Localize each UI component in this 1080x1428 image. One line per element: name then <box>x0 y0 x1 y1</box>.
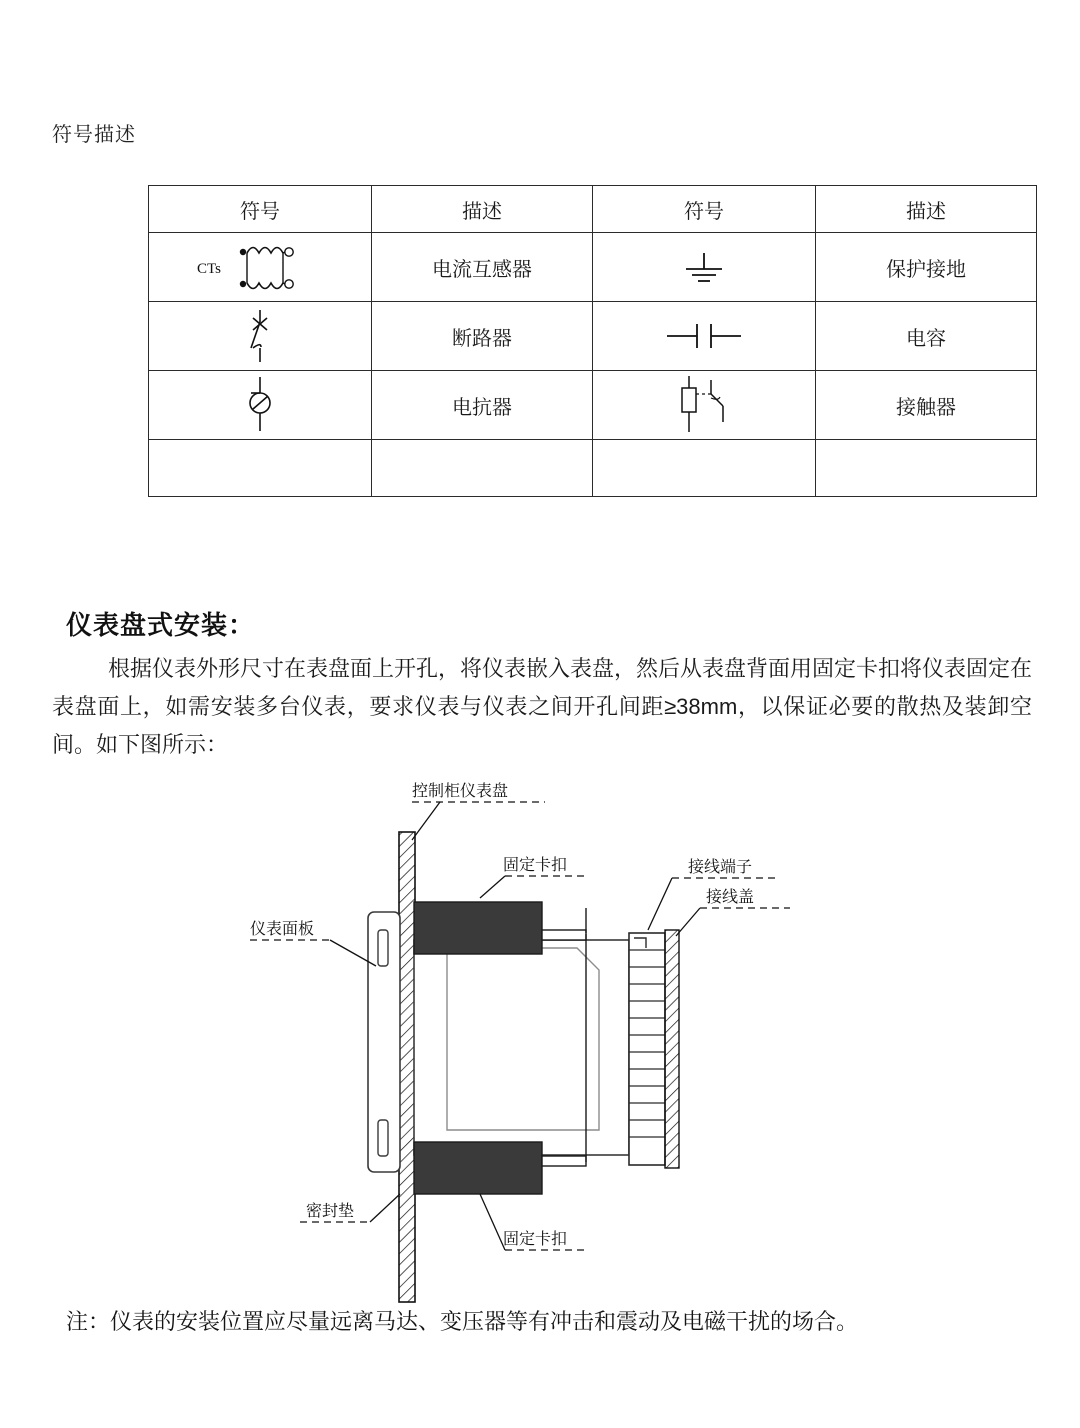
description-cell-current-transformer: 电流互感器 <box>372 233 593 302</box>
symbol-cell-protective-earth <box>593 233 816 302</box>
front-panel-notch-top <box>378 930 388 966</box>
circuit-breaker-symbol <box>215 304 305 368</box>
description-cell-circuit-breaker: 断路器 <box>372 302 593 371</box>
label-meter-front-panel: 仪表面板 <box>250 921 315 938</box>
table-row <box>149 371 1037 440</box>
symbol-cell-empty-2 <box>593 440 816 497</box>
current-transformer-symbol <box>185 235 335 299</box>
reactor-symbol <box>215 373 305 437</box>
column-header-description-1: 描述 <box>372 186 593 233</box>
panel-mount-diagram <box>0 770 1080 1310</box>
description-cell-empty-1 <box>372 440 593 497</box>
column-header-symbol-2: 符号 <box>593 186 816 233</box>
label-terminal-block: 接线端子 <box>688 859 753 876</box>
fixing-clip-top-arm <box>542 930 586 940</box>
panel-mount-section-title: 仪表盘式安装： <box>66 610 256 640</box>
symbol-cell-capacitor <box>593 302 816 371</box>
table-row <box>149 233 1037 302</box>
installation-note: 注：仪表的安装位置应尽量远离马达、变压器等有冲击和震动及电磁干扰的场合。 <box>66 1309 859 1334</box>
column-header-symbol-1: 符号 <box>149 186 372 233</box>
terminal-cover-shape <box>665 930 679 1168</box>
cabinet-panel-shape <box>399 832 415 1302</box>
meter-body-inner-shape <box>447 948 599 1130</box>
contactor-symbol <box>649 372 759 438</box>
protective-earth-symbol <box>659 239 749 295</box>
label-gasket: 密封垫 <box>306 1203 355 1220</box>
column-header-description-2: 描述 <box>816 186 1037 233</box>
description-cell-protective-earth: 保护接地 <box>816 233 1037 302</box>
symbol-cell-contactor <box>593 371 816 440</box>
description-cell-capacitor: 电容 <box>816 302 1037 371</box>
label-fixing-clip-top: 固定卡扣 <box>503 857 568 874</box>
symbol-cell-circuit-breaker <box>149 302 372 371</box>
symbol-cell-reactor <box>149 371 372 440</box>
description-cell-contactor: 接触器 <box>816 371 1037 440</box>
symbol-cell-current-transformer <box>149 233 372 302</box>
fixing-clip-bottom-arm <box>542 1156 586 1166</box>
symbol-cell-empty-1 <box>149 440 372 497</box>
symbol-section-heading: 符号描述 <box>52 124 136 146</box>
table-header-row <box>149 186 1037 233</box>
description-cell-empty-2 <box>816 440 1037 497</box>
table-row-empty <box>149 440 1037 497</box>
fixing-clip-bottom-shape <box>414 1142 542 1194</box>
front-panel-notch-bottom <box>378 1120 388 1156</box>
panel-mount-paragraph <box>52 650 1032 764</box>
table-row <box>149 302 1037 371</box>
capacitor-symbol <box>649 308 759 364</box>
label-terminal-cover: 接线盖 <box>706 889 755 906</box>
paragraph-text: 根据仪表外形尺寸在表盘面上开孔，将仪表嵌入表盘，然后从表盘背面用固定卡扣将仪表固定在表盘面上，如需安装多台仪表，要求仪表与仪表之间开孔间距≥38mm，以保证必要的散热及装卸空间。如下图所示： <box>52 656 1033 757</box>
fixing-clip-top-shape <box>414 902 542 954</box>
description-cell-reactor: 电抗器 <box>372 371 593 440</box>
label-fixing-clip-bottom: 固定卡扣 <box>503 1231 568 1248</box>
ct-symbol-label: CTs <box>197 261 221 277</box>
label-cabinet-panel: 控制柜仪表盘 <box>412 783 509 800</box>
terminal-block-shape <box>629 933 665 1165</box>
symbol-description-table <box>148 185 1037 497</box>
